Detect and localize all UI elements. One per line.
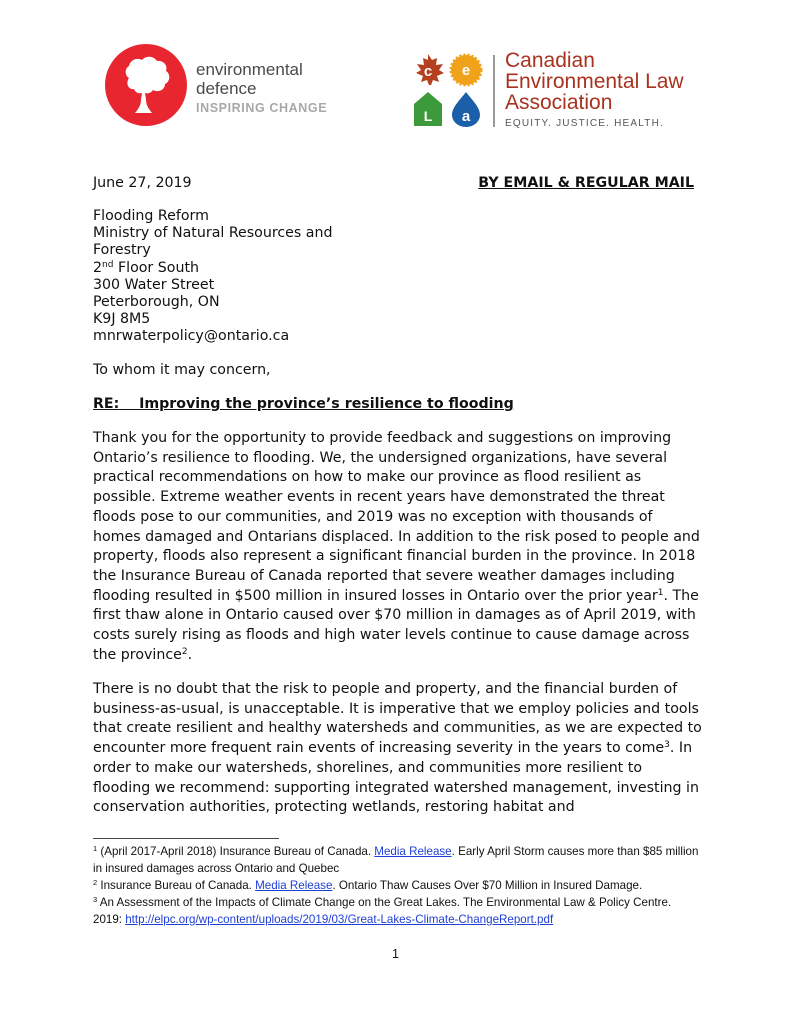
cela-wordmark	[505, 50, 684, 129]
footnote-3	[93, 894, 703, 928]
cela-name-line3: Association	[505, 91, 613, 114]
paragraph-text: There is no doubt that the risk to people and property, and the financial burden of business-as-usual, is unacceptable. It is imperative that we employ policies and tools that create resilient and healthy watersheds and communities, as we are expected to encounter more frequent rain events of increasing severity in the years to come	[93, 681, 702, 757]
floor-text: Floor South	[113, 259, 200, 276]
paragraph-text: Thank you for the opportunity to provide feedback and suggestions on improving Ontario’s resilience to flooding. We, the undersigned organizations, have several practical recommendations on how to make our province as flood resilient as possible. Extreme weather events in recent years have demonstrated the threat floods pose to our communities, and 2019 was no exception with thousands of homes damaged and Ontarians displaced. In addition to the risk posed to people and property, floods also represent a significant financial burden in the province. In 2018 the Insurance Bureau of Canada reported that severe weather damages including flooding resulted in $500 million in insured losses in Ontario over the prior year	[93, 430, 700, 604]
floor-number: 2	[93, 259, 103, 276]
address-line: Flooding Reform	[93, 208, 209, 224]
page-number: 1	[392, 947, 399, 961]
water-drop-icon	[452, 92, 480, 127]
maple-leaf-icon	[416, 54, 444, 85]
recipient-email: mnrwaterpolicy@ontario.ca	[93, 328, 290, 345]
footnote-text: An Assessment of the Impacts of Climate Change on the Great Lakes. The Environmental Law & Policy Centre. 2019:	[93, 896, 672, 926]
ed-tagline: INSPIRING CHANGE	[196, 101, 328, 115]
salutation: To whom it may concern,	[93, 362, 271, 378]
environmental-defence-logo	[105, 44, 187, 126]
recipient-address	[93, 208, 333, 346]
cela-tagline: EQUITY. JUSTICE. HEALTH.	[505, 118, 665, 129]
environmental-defence-wordmark	[196, 60, 327, 118]
footnote-separator	[93, 838, 279, 839]
house-icon	[414, 92, 442, 126]
body-paragraph-2	[93, 680, 703, 818]
tree-icon	[105, 44, 187, 126]
media-release-link-1[interactable]: Media Release	[374, 845, 452, 858]
re-subject: Improving the province’s resilience to flooding	[139, 396, 514, 412]
cela-icon-e: e	[461, 62, 471, 79]
ordinal-suffix: nd	[102, 259, 114, 270]
footnote-text: (April 2017-April 2018) Insurance Bureau of Canada.	[97, 845, 375, 858]
cela-icon-c: c	[423, 63, 433, 80]
footnote-ref-2[interactable]: 2	[181, 646, 188, 657]
address-line: Ministry of Natural Resources and	[93, 225, 333, 242]
ed-name-line2: defence	[196, 79, 257, 98]
footnotes	[93, 843, 703, 928]
address-line: 300 Water Street	[93, 276, 215, 293]
media-release-link-2[interactable]: Media Release	[255, 879, 333, 892]
footnote-text: . Early April Storm causes more than $85 million in insured damages across Ontario and Quebec	[93, 845, 699, 875]
report-url-link[interactable]: http://elpc.org/wp-content/uploads/2019/03/Great-Lakes-Climate-ChangeReport.pdf	[125, 913, 554, 926]
footnote-1	[93, 843, 703, 877]
body-paragraph-1	[93, 429, 703, 665]
subject-line	[93, 396, 514, 413]
footnote-number: 3	[93, 895, 98, 904]
paragraph-text: . In order to make our watersheds, shorelines, and communities more resilient to flooding we recommend: supporting integrated watershed management, investing in conservation authorities, protecting wetlands, restoring habitat and	[93, 740, 699, 816]
cela-name-line1: Canadian	[505, 49, 595, 72]
paragraph-text: .	[187, 646, 193, 663]
delivery-method: BY EMAIL & REGULAR MAIL	[478, 175, 694, 191]
address-line: Peterborough, ON	[93, 293, 220, 310]
address-line: K9J 8M5	[93, 311, 151, 328]
footnote-number: 1	[93, 844, 98, 853]
footnote-text: . Ontario Thaw Causes Over $70 Million in Insured Damage.	[332, 879, 643, 892]
footnote-ref-3[interactable]: 3	[664, 740, 670, 751]
cela-logo-icons	[410, 52, 486, 128]
footnote-number: 2	[93, 878, 98, 887]
address-line	[93, 260, 333, 277]
address-line: Forestry	[93, 242, 151, 259]
footnote-ref-1[interactable]: 1	[657, 587, 664, 598]
paragraph-text: . The first thaw alone in Ontario caused over $70 million in damages as of April 2019, with costs surely rising as floods and high water levels continue to cause damage across the province	[93, 587, 699, 663]
cela-icon-a: a	[461, 108, 471, 125]
letter-date: June 27, 2019	[93, 175, 192, 191]
sun-icon	[451, 55, 481, 85]
ed-name-line1: environmental	[196, 60, 303, 79]
cela-name-line2: Environmental Law	[505, 70, 684, 93]
cela-icon-l: L	[423, 108, 433, 124]
footnote-text: Insurance Bureau of Canada.	[97, 879, 256, 892]
cela-logo-divider	[493, 55, 495, 127]
re-label: RE:	[93, 396, 120, 412]
footnote-2	[93, 877, 703, 894]
